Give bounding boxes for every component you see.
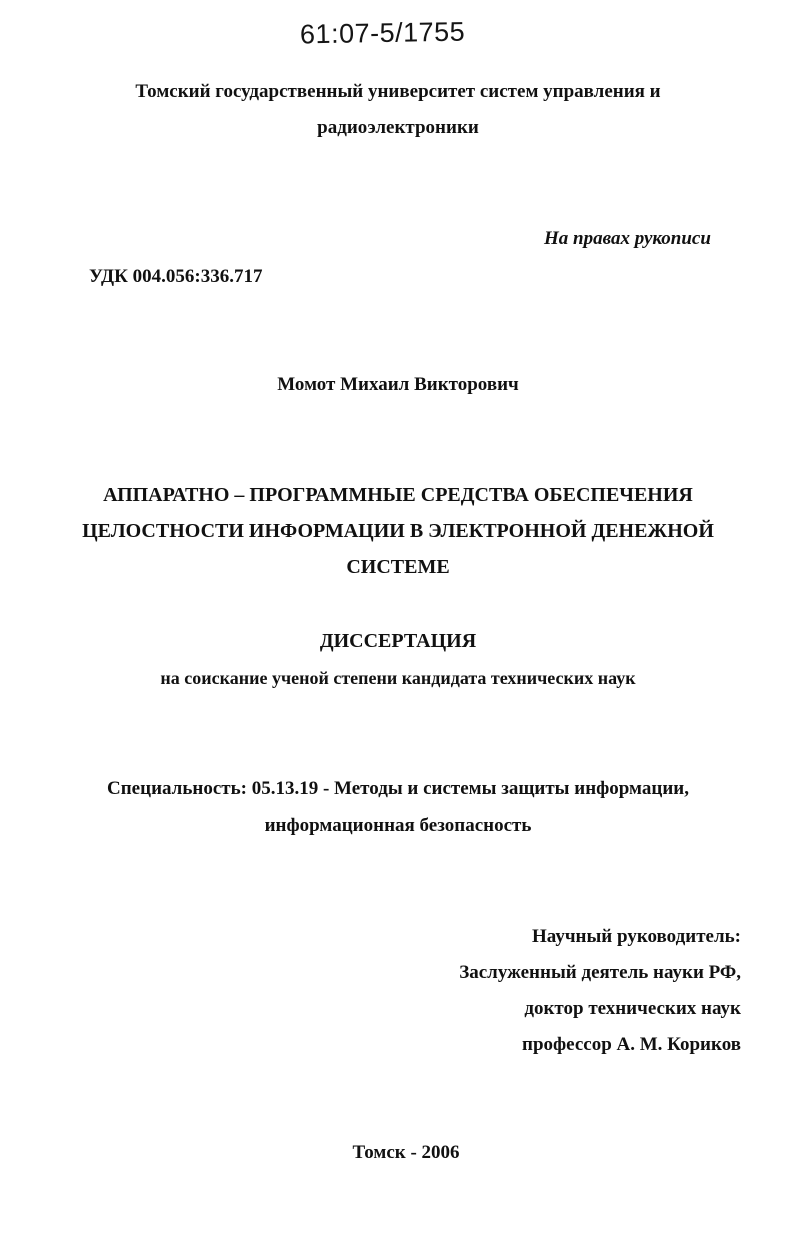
- supervisor-line-1: Заслуженный деятель науки РФ,: [459, 962, 741, 983]
- thesis-title-line-2: ЦЕЛОСТНОСТИ ИНФОРМАЦИИ В ЭЛЕКТРОННОЙ ДЕНЕЖНОЙ: [82, 520, 714, 542]
- degree-statement: на соискание ученой степени кандидата технических наук: [160, 668, 636, 688]
- thesis-title-line-1: АППАРАТНО – ПРОГРАММНЫЕ СРЕДСТВА ОБЕСПЕЧЕНИЯ: [103, 484, 693, 506]
- thesis-title-line-3: СИСТЕМЕ: [346, 556, 450, 578]
- udk-code: УДК 004.056:336.717: [89, 266, 263, 287]
- supervisor-line-2: доктор технических наук: [524, 998, 741, 1019]
- supervisor-line-3: профессор А. М. Кориков: [522, 1034, 741, 1055]
- manuscript-note: На правах рукописи: [544, 228, 711, 249]
- university-line-2: радиоэлектроники: [317, 117, 479, 138]
- archive-stamp: 61:07-5/1755: [299, 16, 466, 50]
- supervisor-label: Научный руководитель:: [532, 926, 741, 947]
- specialty-line-2: информационная безопасность: [264, 815, 532, 836]
- author-name: Момот Михаил Викторович: [277, 374, 519, 395]
- place-year: Томск - 2006: [352, 1142, 460, 1163]
- specialty-line-1: Специальность: 05.13.19 - Методы и системы защиты информации,: [107, 778, 689, 799]
- university-line-1: Томский государственный университет систем управления и: [135, 81, 661, 102]
- work-type: ДИССЕРТАЦИЯ: [319, 630, 477, 652]
